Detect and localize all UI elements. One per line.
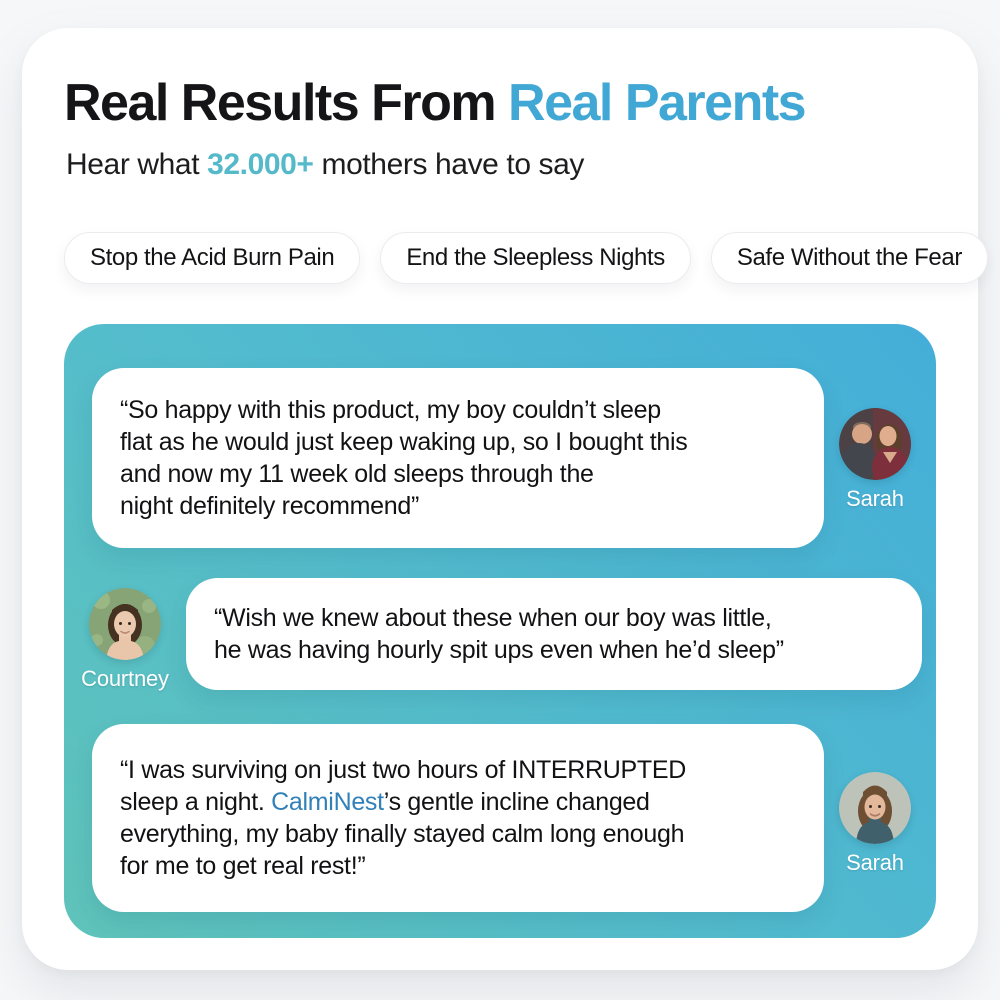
quote-line: night definitely recommend” <box>120 492 419 521</box>
testimonial-bubble-3 <box>92 724 824 912</box>
quote-line: “I was surviving on just two hours of INTERRUPTED <box>120 756 687 785</box>
testimonial-author-2 <box>70 588 180 692</box>
woman-portrait-avatar <box>89 588 161 660</box>
couple-photo-avatar <box>839 408 911 480</box>
page-title: Real Results From Real Parents <box>64 74 806 132</box>
quote-line: “So happy with this product, my boy couldn’t sleep <box>120 396 661 425</box>
testimonial-author-3 <box>820 772 930 876</box>
testimonial-bubble-1 <box>92 368 824 548</box>
pill-stop-acid-burn-pain[interactable]: Stop the Acid Burn Pain <box>64 232 360 284</box>
benefit-pills-row <box>64 232 962 284</box>
page-subtitle: Hear what 32.000+ mothers have to say <box>66 148 585 182</box>
woman-portrait-avatar <box>839 772 911 844</box>
testimonial-bubble-2 <box>186 578 922 690</box>
author-name: Sarah <box>846 850 904 876</box>
quote-line: everything, my baby finally stayed calm long enough <box>120 820 685 849</box>
author-name: Courtney <box>81 666 169 692</box>
testimonials-card <box>22 28 978 970</box>
quote-line: sleep a night. CalmiNest’s gentle incline changed <box>120 788 650 817</box>
testimonial-panel <box>64 324 936 938</box>
quote-line: and now my 11 week old sleeps through the <box>120 460 594 489</box>
pill-safe-without-fear[interactable]: Safe Without the Fear <box>711 232 988 284</box>
author-name: Sarah <box>846 486 904 512</box>
quote-line: flat as he would just keep waking up, so I bought this <box>120 428 688 457</box>
pill-end-sleepless-nights[interactable]: End the Sleepless Nights <box>380 232 691 284</box>
quote-line: “Wish we knew about these when our boy was little, <box>214 604 772 633</box>
quote-line: he was having hourly spit ups even when he’d sleep” <box>214 636 784 665</box>
testimonial-author-1 <box>820 408 930 512</box>
quote-line: for me to get real rest!” <box>120 852 366 881</box>
